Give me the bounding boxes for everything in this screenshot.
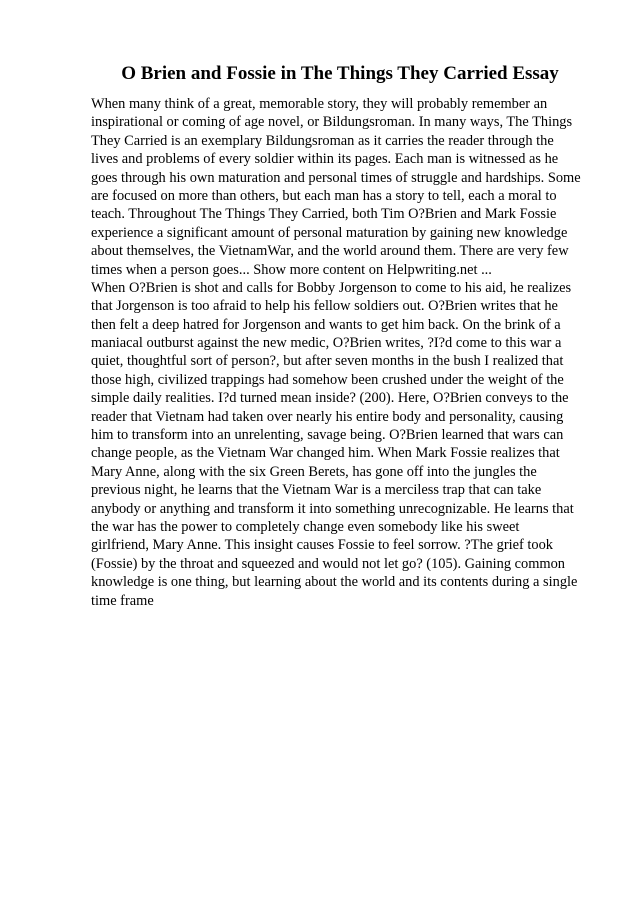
text-line: They Carried is an exemplary Bildungsroman as it carries the reader through the — [91, 132, 554, 149]
essay-body — [91, 95, 611, 610]
text-line: then felt a deep hatred for Jorgenson and wants to get him back. On the brink of a — [91, 316, 561, 333]
text-line: simple daily realities. I?d turned mean inside? (200). Here, O?Brien conveys to the — [91, 390, 569, 407]
text-line: anybody or anything and transform it into something unrecognizable. He learns that — [91, 500, 574, 517]
text-line: about themselves, the VietnamWar, and the world around them. There are very few — [91, 243, 569, 260]
text-line: quiet, thoughtful sort of person?, but after seven months in the bush I realized that — [91, 353, 564, 370]
text-line: experience a significant amount of personal maturation by gaining new knowledge — [91, 224, 568, 241]
text-line: goes through his own maturation and personal times of struggle and hardships. Some — [91, 169, 581, 186]
text-line: times when a person goes... Show more content on Helpwriting.net ... — [91, 261, 492, 278]
text-line: time frame — [91, 592, 154, 609]
text-line: Mary Anne, along with the six Green Berets, has gone off into the jungles the — [91, 463, 537, 480]
text-line: previous night, he learns that the Vietnam War is a merciless trap that can take — [91, 482, 542, 499]
text-line: inspirational or coming of age novel, or Bildungsroman. In many ways, The Things — [91, 114, 573, 131]
text-line: knowledge is one thing, but learning about the world and its contents during a single — [91, 574, 578, 591]
text-line: change people, as the Vietnam War changed him. When Mark Fossie realizes that — [91, 445, 560, 462]
essay-title: O Brien and Fossie in The Things They Carried Essay — [121, 63, 559, 84]
text-line: lives and problems of every soldier within its pages. Each man is witnessed as he — [91, 151, 559, 168]
text-line: reader that Vietnam had taken over nearly his entire body and personality, causing — [91, 408, 564, 425]
text-line: (Fossie) by the throat and squeezed and would not let go? (105). Gaining common — [91, 555, 565, 572]
text-line: teach. Throughout The Things They Carried, both Tim O?Brien and Mark Fossie — [91, 206, 557, 223]
text-line: girlfriend, Mary Anne. This insight causes Fossie to feel sorrow. ?The grief took — [91, 537, 554, 554]
text-line: When O?Brien is shot and calls for Bobby Jorgenson to come to his aid, he realizes — [91, 279, 572, 296]
text-line: are focused on more than others, but each man has a story to tell, each a moral to — [91, 187, 557, 204]
text-line: the war has the power to completely change even somebody like his sweet — [91, 518, 520, 535]
text-line: When many think of a great, memorable story, they will probably remember an — [91, 96, 548, 112]
text-line: that Jorgenson is too afraid to help his fellow soldiers out. O?Brien writes that he — [91, 298, 558, 315]
text-line: him to transform into an unrelenting, savage being. O?Brien learned that wars can — [91, 427, 564, 444]
text-line: those high, civilized trappings had somehow been crushed under the weight of the — [91, 371, 564, 388]
text-line: maniacal outburst against the new medic, O?Brien writes, ?I?d come to this war a — [91, 335, 562, 352]
